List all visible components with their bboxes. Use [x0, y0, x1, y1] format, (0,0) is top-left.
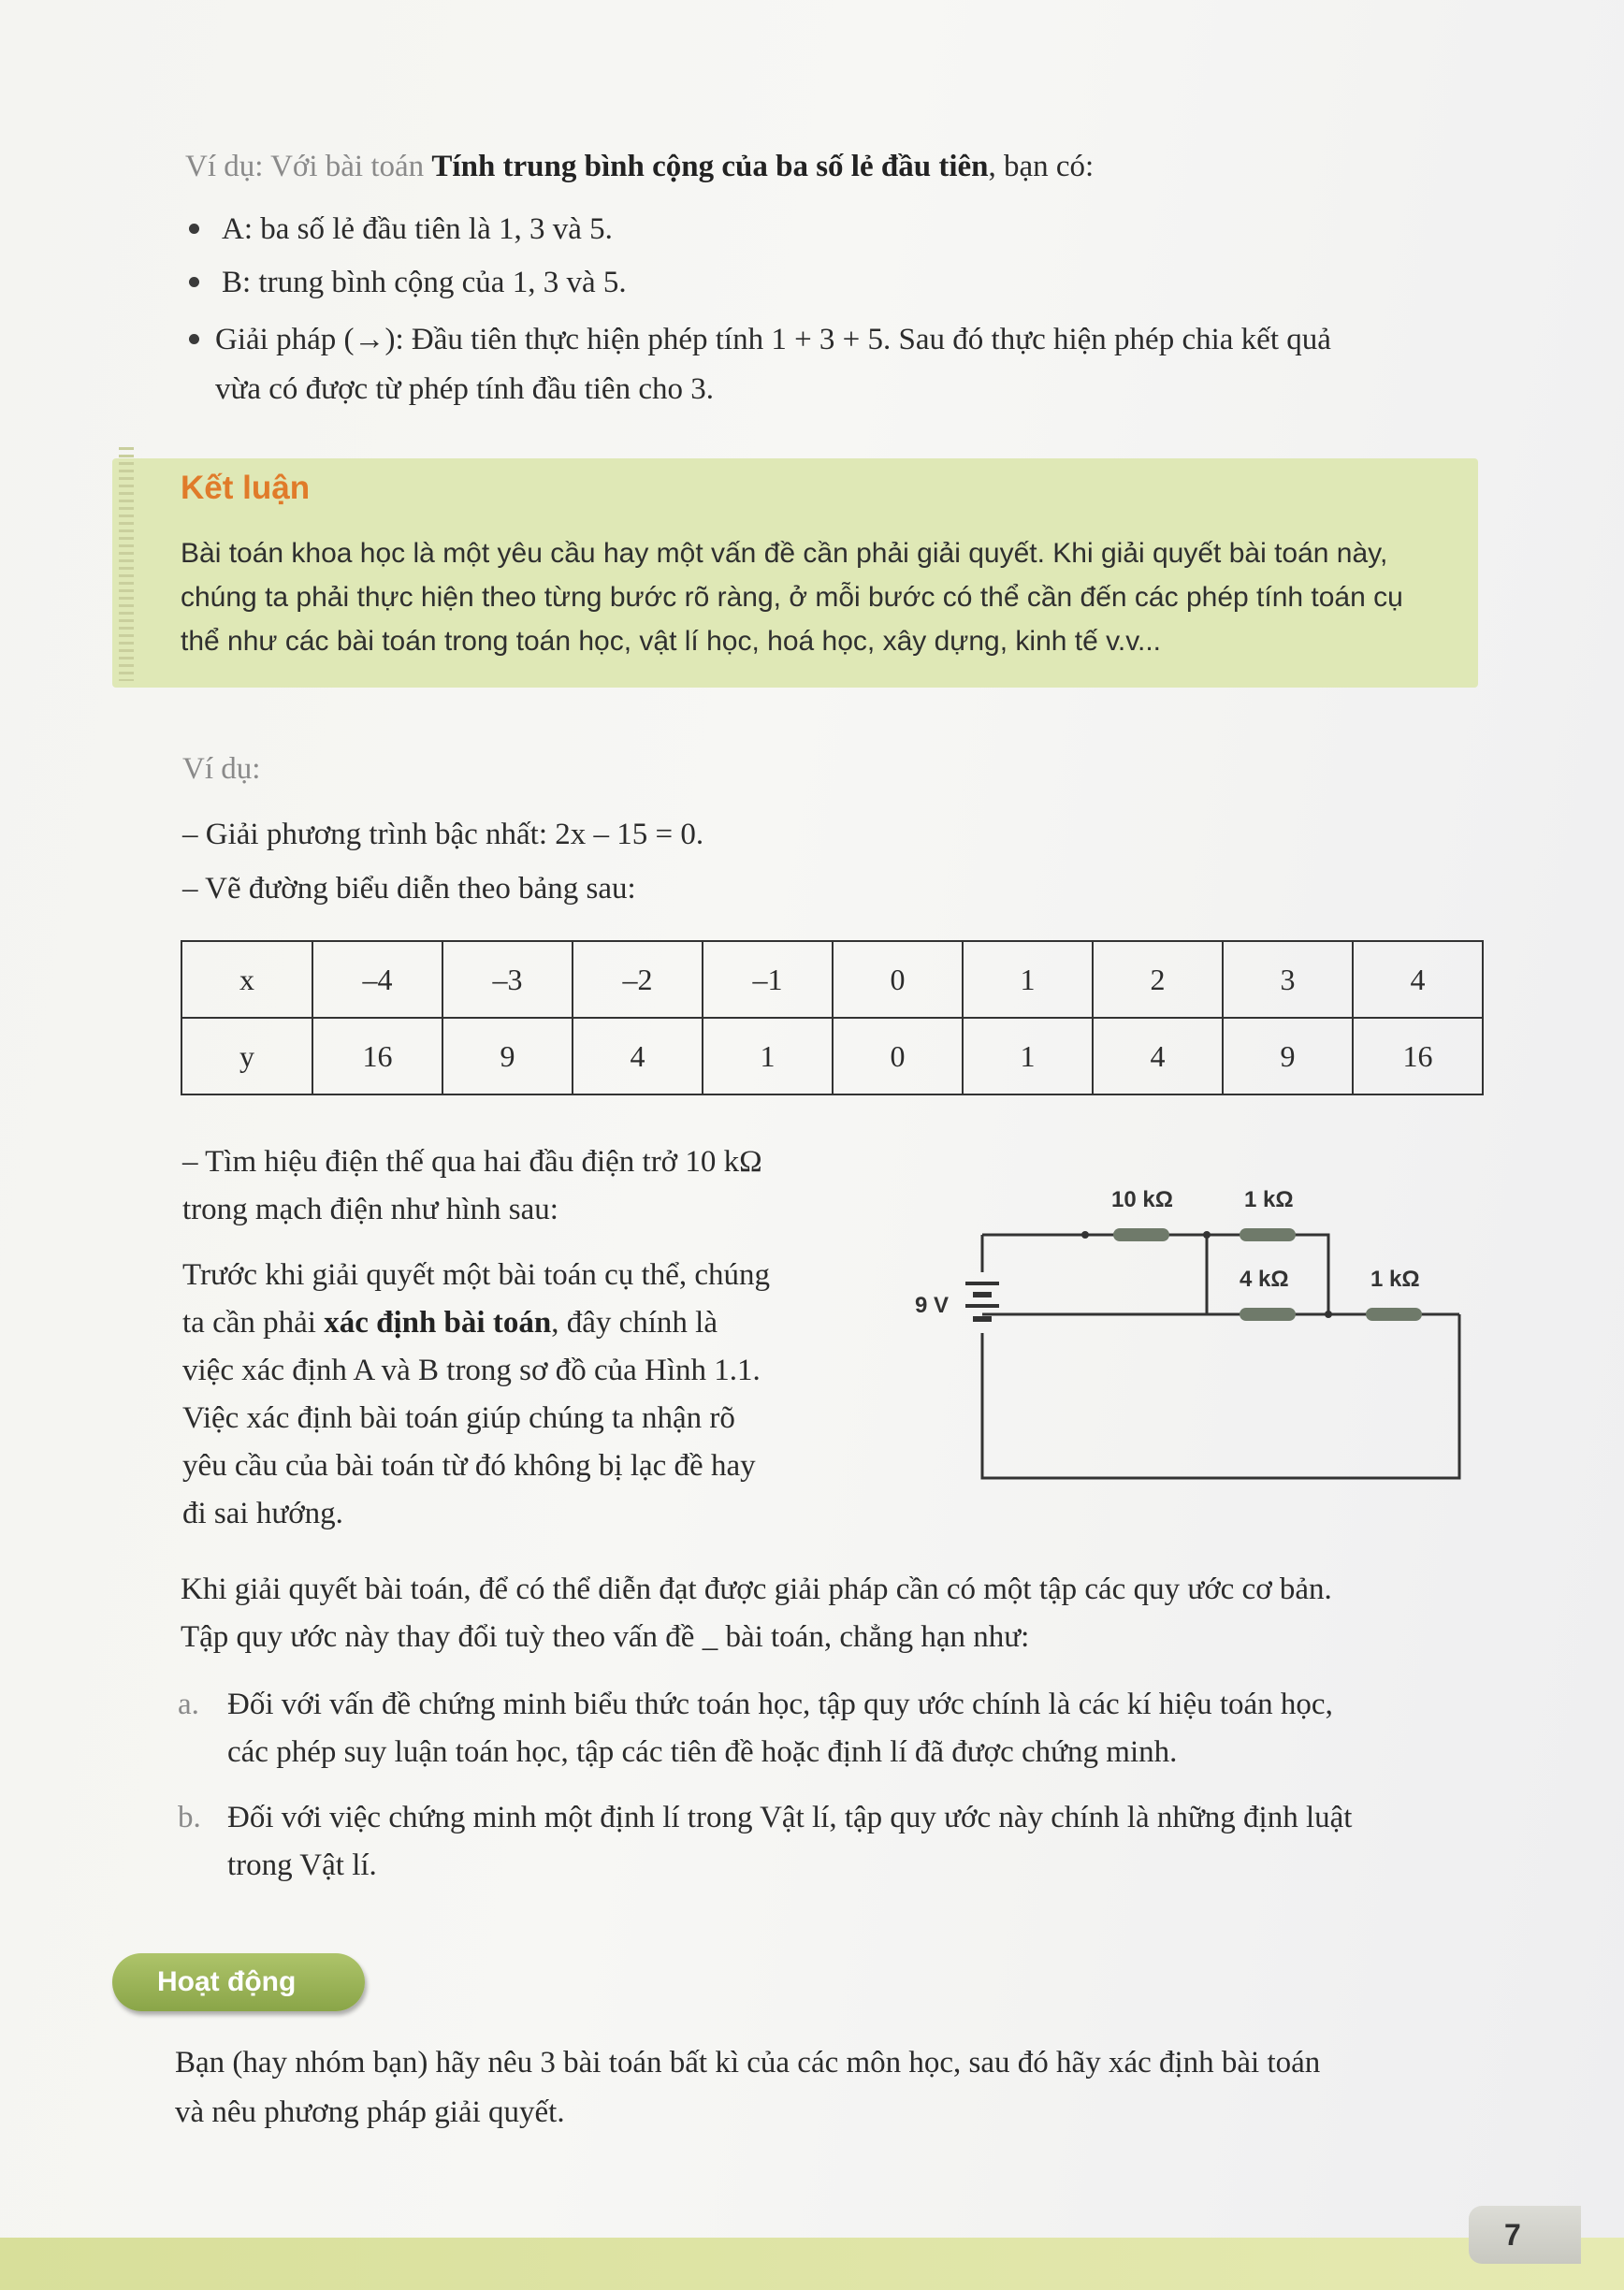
circuit-question-line-2: trong mạch điện như hình sau:: [182, 1193, 558, 1226]
table-cell: 4: [1093, 1018, 1223, 1094]
para-line-1: Trước khi giải quyết một bài toán cụ thể, chúng: [182, 1258, 771, 1292]
table-cell: 2: [1093, 941, 1223, 1018]
bullet-dot: [189, 277, 199, 287]
circuit-question-line-1: – Tìm hiệu điện thế qua hai đầu điện trở 10 kΩ: [182, 1145, 762, 1179]
example-plot: – Vẽ đường biểu diễn theo bảng sau:: [182, 872, 636, 906]
wire: [982, 1314, 1459, 1478]
intro-suffix: , bạn có:: [988, 150, 1095, 183]
activity-badge: Hoạt động: [112, 1953, 365, 2011]
activity-line-1: Bạn (hay nhóm bạn) hãy nêu 3 bài toán bất kì của các môn học, sau đó hãy xác định bài toán: [175, 2046, 1321, 2080]
label-r1: 10 kΩ: [1111, 1187, 1173, 1212]
table-row: [181, 941, 1483, 1018]
conclusion-line-3: thể như các bài toán trong toán học, vật lí học, hoá học, xây dựng, kinh tế v.v...: [181, 626, 1162, 657]
para-bold-phrase: xác định bài toán: [324, 1306, 552, 1340]
bullet-item-solution-cont: vừa có được từ phép tính đầu tiên cho 3.: [215, 372, 714, 406]
conventions-line-2: Tập quy ước này thay đổi tuỳ theo vấn đề _ bài toán, chẳng hạn như:: [181, 1620, 1030, 1654]
item-b-line-2: trong Vật lí.: [227, 1848, 377, 1882]
bullet-dot: [189, 224, 199, 234]
item-a-line-2: các phép suy luận toán học, tập các tiên đề hoặc định lí đã được chứng minh.: [227, 1735, 1178, 1769]
resistor-1k-right: [1366, 1308, 1422, 1321]
resistor-10k: [1113, 1228, 1169, 1241]
table-cell: 0: [833, 941, 963, 1018]
table-row: [181, 1018, 1483, 1094]
label-source: 9 V: [915, 1293, 950, 1318]
table-cell: –1: [703, 941, 833, 1018]
junction-dot: [1081, 1231, 1089, 1239]
xy-table: [181, 940, 1484, 1095]
conclusion-line-2: chúng ta phải thực hiện theo từng bước rõ ràng, ở mỗi bước có thể cần đến các phép tính toán cụ: [181, 582, 1403, 613]
label-r3: 4 kΩ: [1240, 1267, 1289, 1292]
item-a-line-1: Đối với vấn đề chứng minh biểu thức toán học, tập quy ước chính là các kí hiệu toán học,: [227, 1688, 1333, 1721]
para-line-2-prefix: ta cần phải: [182, 1306, 325, 1340]
table-cell: 1: [703, 1018, 833, 1094]
junction-dot: [1203, 1231, 1211, 1239]
para-line-4: Việc xác định bài toán giúp chúng ta nhận rõ: [182, 1401, 735, 1435]
conventions-line-1: Khi giải quyết bài toán, để có thể diễn đạt được giải pháp cần có một tập các quy ước cơ bản.: [181, 1573, 1332, 1606]
conclusion-title: Kết luận: [181, 470, 311, 506]
page-number: 7: [1469, 2206, 1581, 2264]
table-header-x: x: [181, 941, 312, 1018]
para-line-2: [182, 1299, 718, 1346]
footer-band: [0, 2238, 1624, 2290]
table-cell: 16: [312, 1018, 442, 1094]
item-b-marker: b.: [178, 1801, 201, 1834]
table-cell: 1: [963, 1018, 1093, 1094]
table-cell: 9: [1223, 1018, 1353, 1094]
table-cell: –3: [442, 941, 573, 1018]
bullet-item-solution: Giải pháp (→): Đầu tiên thực hiện phép tính 1 + 3 + 5. Sau đó thực hiện phép chia kết quả: [215, 323, 1331, 356]
examples-label: Ví dụ:: [182, 752, 261, 786]
table-cell: –4: [312, 941, 442, 1018]
label-r4: 1 kΩ: [1370, 1267, 1420, 1292]
table-cell: 1: [963, 941, 1093, 1018]
example-equation: – Giải phương trình bậc nhất: 2x – 15 = 0.: [182, 818, 704, 851]
label-r2: 1 kΩ: [1244, 1187, 1294, 1212]
table-cell: 4: [573, 1018, 703, 1094]
table-cell: 4: [1353, 941, 1483, 1018]
table-cell: 0: [833, 1018, 963, 1094]
para-line-5: yêu cầu của bài toán từ đó không bị lạc đề hay: [182, 1449, 756, 1483]
table-cell: 16: [1353, 1018, 1483, 1094]
para-line-3: việc xác định A và B trong sơ đồ của Hình 1.1.: [182, 1354, 761, 1387]
activity-line-2: và nêu phương pháp giải quyết.: [175, 2095, 565, 2129]
table-cell: 9: [442, 1018, 573, 1094]
conclusion-line-1: Bài toán khoa học là một yêu cầu hay một vấn đề cần phải giải quyết. Khi giải quyết bài toán này,: [181, 538, 1388, 569]
para-line-2-suffix: , đây chính là: [551, 1306, 718, 1340]
intro-bold: Tính trung bình cộng của ba số lẻ đầu tiên: [431, 150, 989, 183]
table-cell: –2: [573, 941, 703, 1018]
circuit-diagram: [898, 1169, 1478, 1487]
bullet-dot: [189, 334, 199, 344]
bullet-item-a: A: ba số lẻ đầu tiên là 1, 3 và 5.: [222, 212, 613, 246]
resistor-4k: [1240, 1308, 1296, 1321]
para-line-6: đi sai hướng.: [182, 1497, 343, 1530]
bullet-item-b: B: trung bình cộng của 1, 3 và 5.: [222, 266, 627, 299]
intro-prefix: Ví dụ: Với bài toán: [185, 150, 432, 183]
resistor-1k-top: [1240, 1228, 1296, 1241]
table-cell: 3: [1223, 941, 1353, 1018]
conclusion-dash-decoration: [119, 447, 134, 681]
junction-dot: [1325, 1311, 1332, 1318]
item-a-marker: a.: [178, 1688, 199, 1721]
table-header-y: y: [181, 1018, 312, 1094]
intro-sentence: [185, 143, 1094, 190]
item-b-line-1: Đối với việc chứng minh một định lí trong Vật lí, tập quy ước này chính là những định luật: [227, 1801, 1353, 1834]
